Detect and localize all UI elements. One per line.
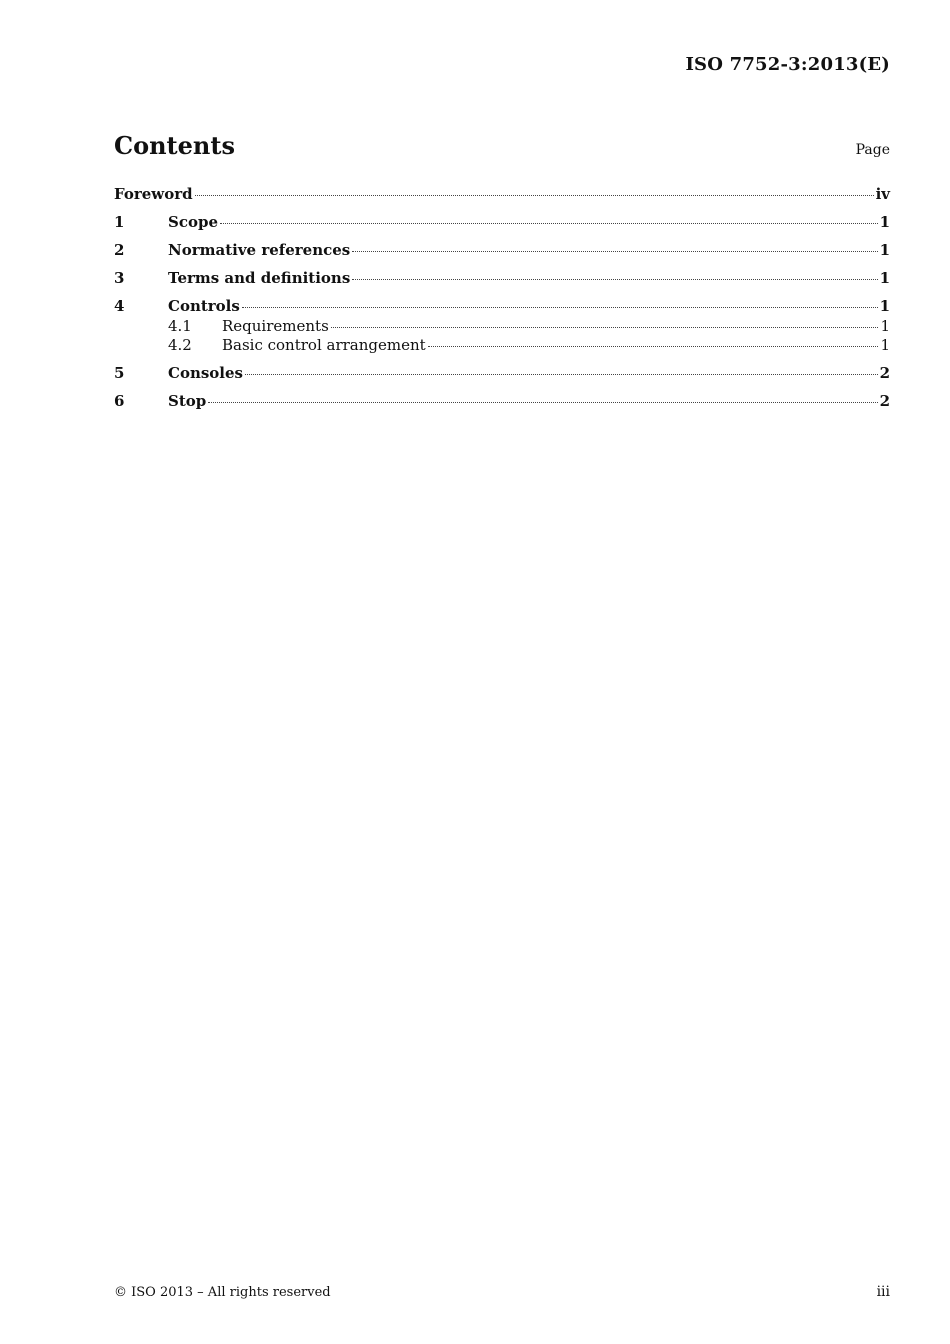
toc-entry-number: 6 xyxy=(114,392,125,410)
toc-entry-page: 1 xyxy=(879,213,890,231)
toc-entry-controls[interactable] xyxy=(114,296,890,316)
toc-entry-title: Scope xyxy=(168,213,219,231)
toc-leader-dots xyxy=(331,327,879,328)
page-number: iii xyxy=(876,1284,890,1300)
toc-leader-dots xyxy=(352,279,877,280)
toc-entry-number: 5 xyxy=(114,364,125,382)
toc-entry-title: Stop xyxy=(168,392,207,410)
toc-entry-number: 4.1 xyxy=(168,317,192,335)
copyright-notice: © ISO 2013 – All rights reserved xyxy=(114,1285,331,1300)
toc-leader-dots xyxy=(220,223,878,224)
toc-entry-foreword[interactable] xyxy=(114,184,890,204)
toc-entry-title: Terms and definitions xyxy=(168,269,351,287)
document-identifier: ISO 7752-3:2013(E) xyxy=(685,54,890,75)
page-column-label: Page xyxy=(855,142,890,158)
toc-entry-page: 1 xyxy=(880,317,890,335)
toc-entry-title: Consoles xyxy=(168,364,243,382)
toc-entry-page: 1 xyxy=(879,269,890,287)
toc-entry-basic-control-arrangement[interactable] xyxy=(114,335,890,354)
toc-leader-dots xyxy=(352,251,877,252)
toc-entry-number: 1 xyxy=(114,213,125,231)
toc-entry-title: Requirements xyxy=(222,317,329,335)
toc-entry-title: Normative references xyxy=(168,241,351,259)
toc-entry-consoles[interactable] xyxy=(114,363,890,383)
page-title: Contents xyxy=(114,131,235,160)
toc-entry-title: Controls xyxy=(168,297,240,315)
toc-entry-scope[interactable] xyxy=(114,212,890,232)
toc-entry-normative-references[interactable] xyxy=(114,240,890,260)
toc-leader-dots xyxy=(208,402,877,403)
table-of-contents xyxy=(114,184,890,419)
toc-entry-page: 1 xyxy=(879,297,890,315)
toc-entry-page: 2 xyxy=(879,392,890,410)
toc-entry-stop[interactable] xyxy=(114,391,890,411)
toc-entry-number: 4.2 xyxy=(168,336,192,354)
toc-entry-number: 2 xyxy=(114,241,125,259)
toc-entry-title: Foreword xyxy=(114,185,193,203)
toc-leader-dots xyxy=(195,195,874,196)
toc-entry-terms-and-definitions[interactable] xyxy=(114,268,890,288)
toc-entry-number: 4 xyxy=(114,297,125,315)
toc-leader-dots xyxy=(242,307,878,308)
toc-leader-dots xyxy=(428,346,879,347)
toc-leader-dots xyxy=(245,374,878,375)
toc-entry-title: Basic control arrangement xyxy=(222,336,426,354)
toc-entry-number: 3 xyxy=(114,269,125,287)
toc-entry-page: 2 xyxy=(879,364,890,382)
toc-entry-page: 1 xyxy=(879,241,890,259)
toc-entry-page: 1 xyxy=(880,336,890,354)
toc-entry-requirements[interactable] xyxy=(114,316,890,335)
toc-entry-page: iv xyxy=(875,185,890,203)
